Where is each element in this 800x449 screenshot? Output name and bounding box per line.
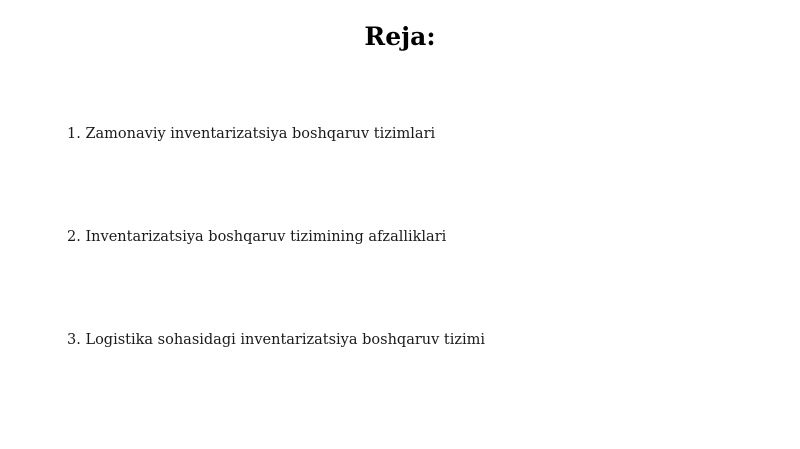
slide-title: Reja: [364, 22, 436, 51]
plan-item-2: 2. Inventarizatsiya boshqaruv tizimining afzalliklari [67, 229, 447, 245]
plan-item-3: 3. Logistika sohasidagi inventarizatsiya boshqaruv tizimi [67, 332, 486, 348]
plan-item-1: 1. Zamonaviy inventarizatsiya boshqaruv tizimlari [67, 126, 436, 142]
